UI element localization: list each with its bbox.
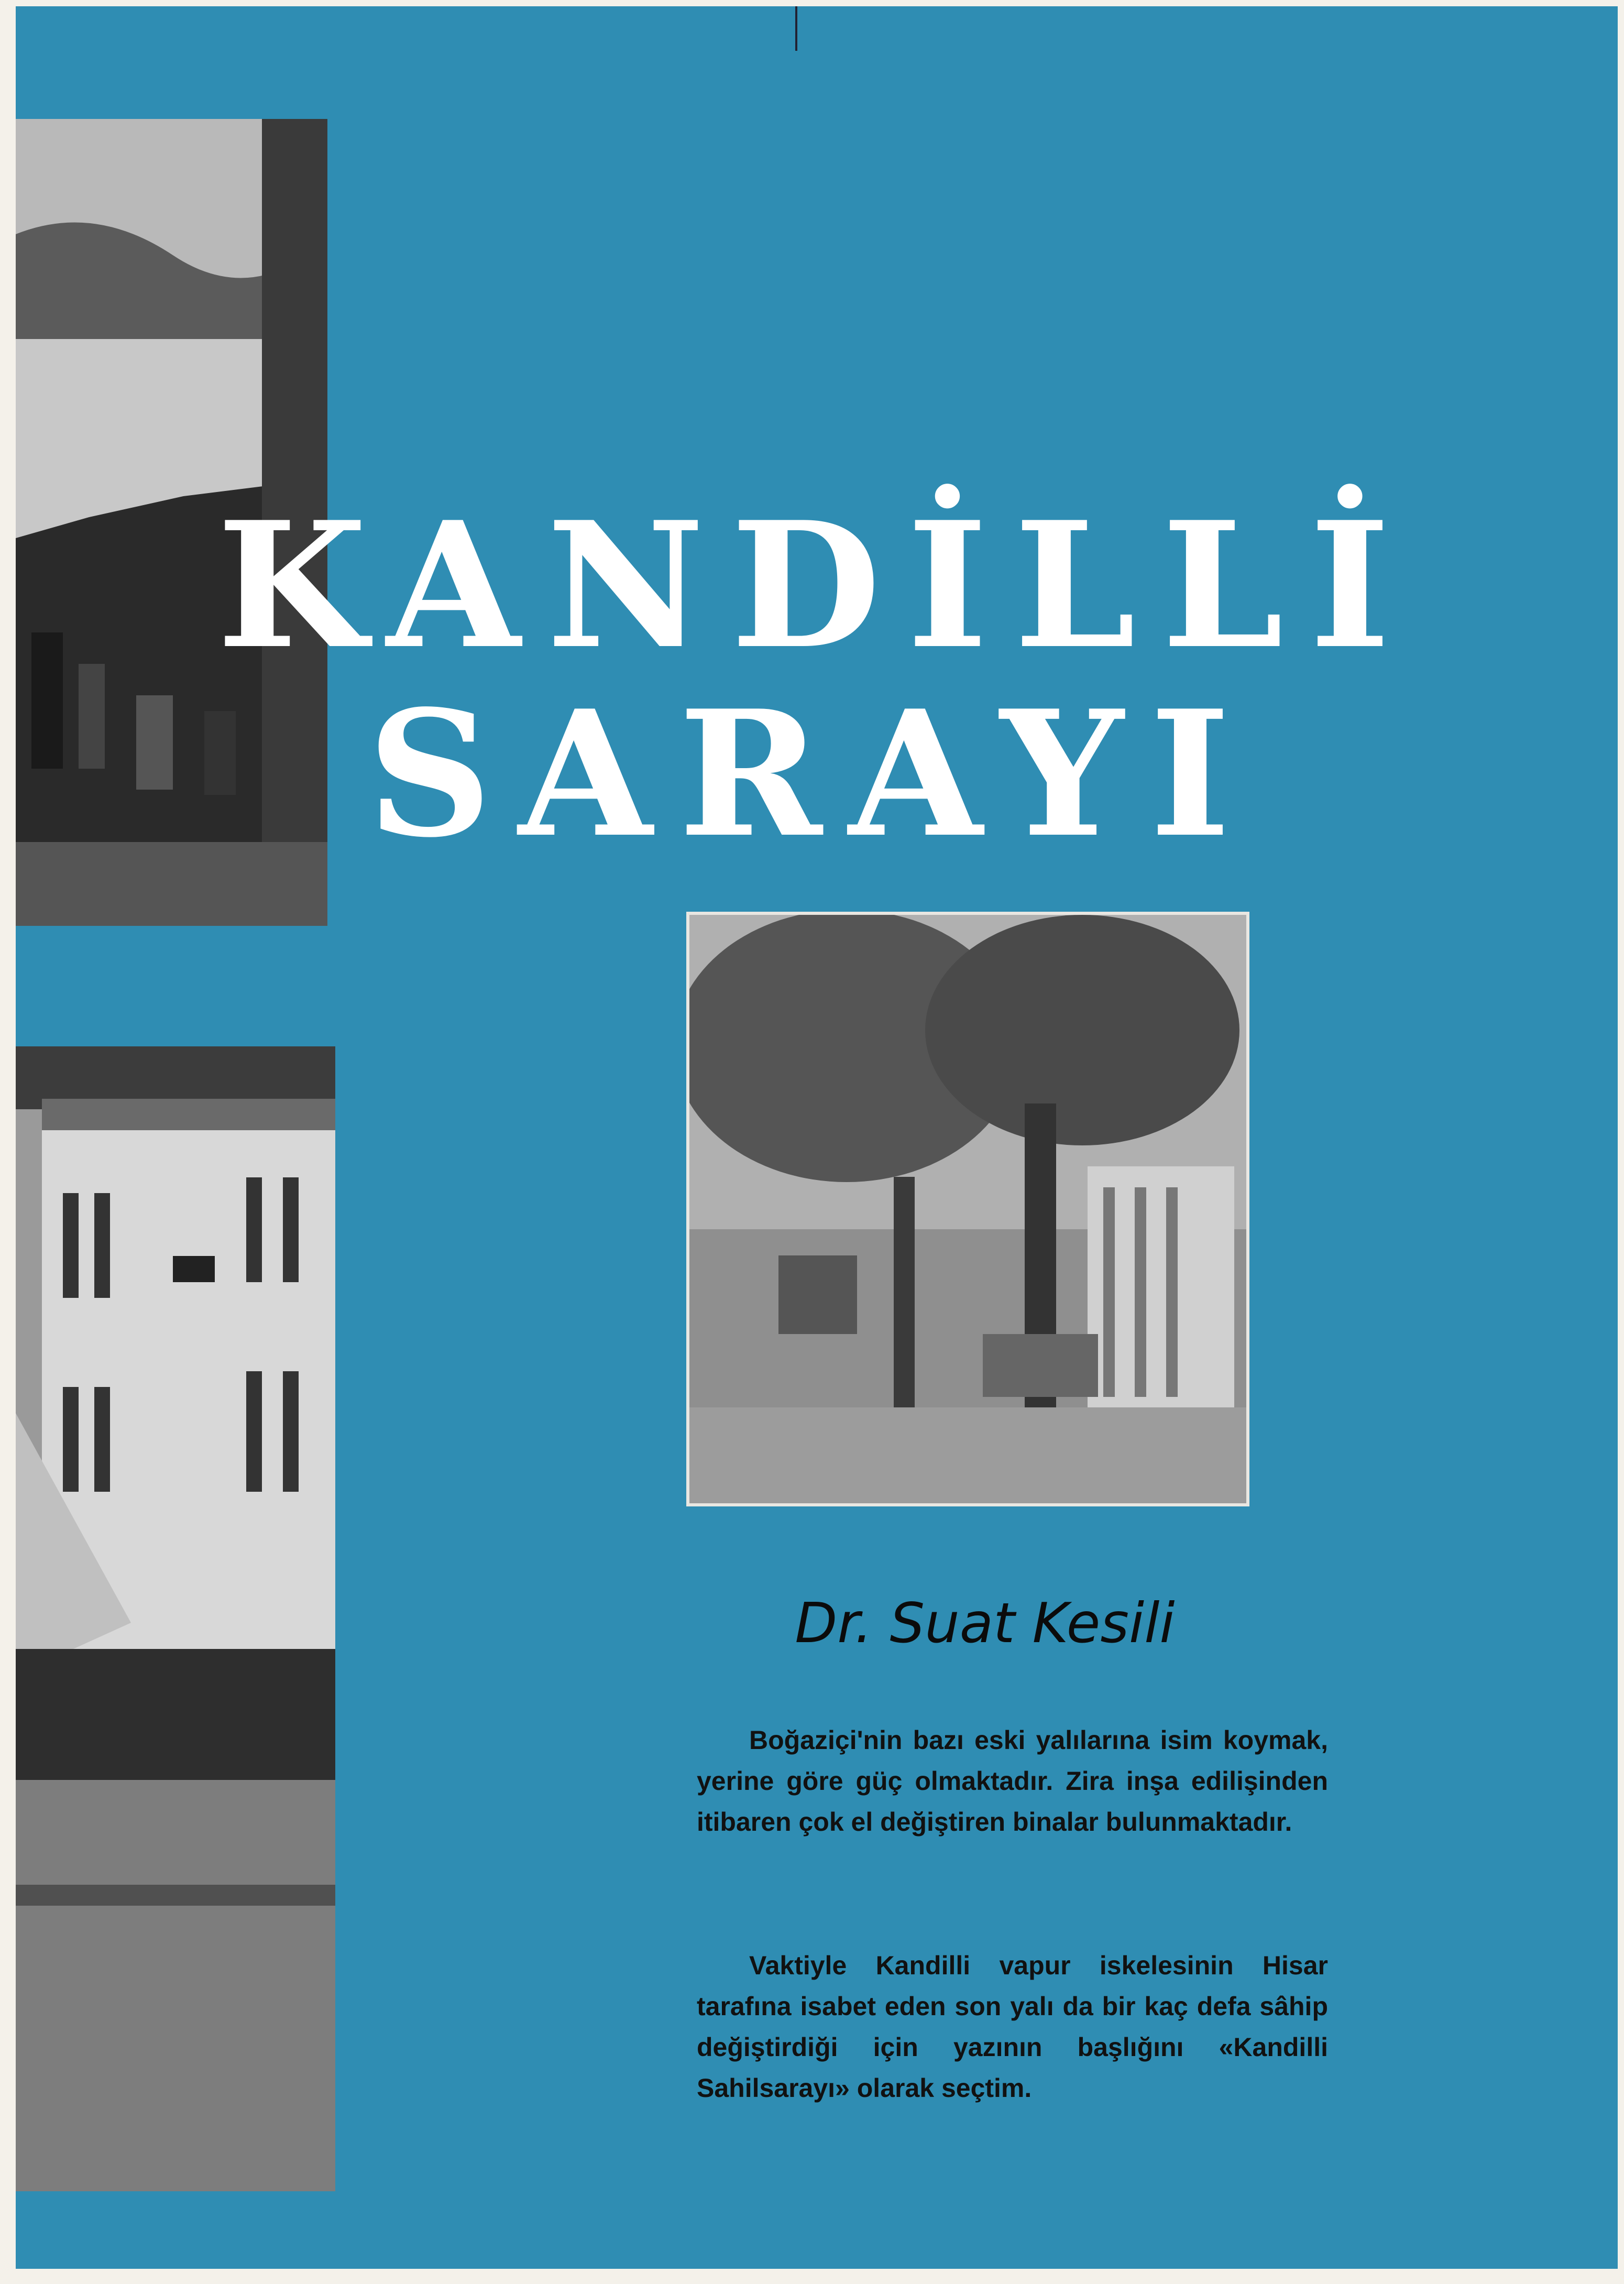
author-name: Dr. Suat Kesili (795, 1591, 1175, 1655)
article-title-line-2: SARAYI (367, 672, 1257, 876)
article-title-line-1: KANDİLLİ (216, 484, 1417, 687)
article-paragraph: Vaktiyle Kandilli vapur iskelesinin Hisar tarafına isabet eden son yalı da bir kaç defa sâhip değiştirdiği için yazının başlığını «Kandilli Sahilsarayı» olarak seçtim. (697, 1951, 1328, 2103)
article-paragraph: Boğaziçi'nin bazı eski yalılarına isim koymak, yerine göre güç olmaktadır. Zira inşa edilişinden itibaren çok el değiştiren binalar bulunmaktadır. (697, 1725, 1328, 1837)
print-mark (795, 6, 797, 51)
photo-palace-courtyard (686, 912, 1249, 1506)
photo-palace-waterfront (16, 1046, 335, 2191)
magazine-page (16, 6, 1618, 2269)
